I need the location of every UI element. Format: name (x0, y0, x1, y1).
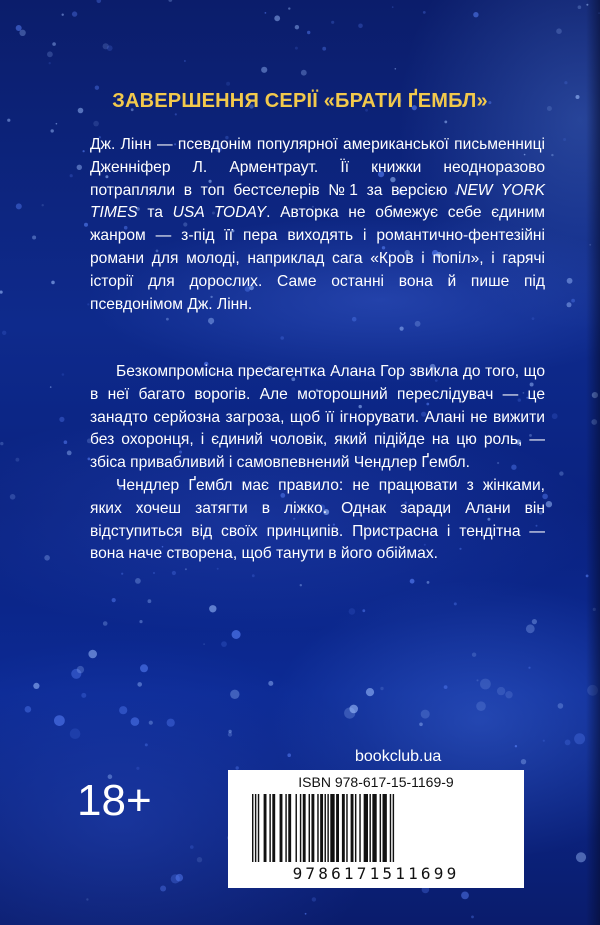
author-bio-run: . Авторка не обмежує себе єдиним жанром — з-під її пера виходять і романтично-фентезійні романи для молоді, наприклад сага «Кров і попіл», і гарячі історії для дорослих. Саме останні вона й пише під псевдонімом Дж. Лінн. (90, 204, 545, 313)
author-bio-run: та (137, 204, 173, 222)
author-bio-paragraph (90, 134, 545, 316)
author-bio-run: NEW YORK TIMES (90, 181, 546, 222)
age-rating-badge: 18+ (77, 776, 152, 825)
synopsis-paragraph-2: Чендлер Ґембл має правило: не працювати з жінками, яких хочеш затягти в ліжко. Однак заради Алани він відступиться від своїх принципів. Пристрасна і тендітна — вона наче створена, щоб танути в його обіймах. (90, 476, 545, 563)
author-bio-run: Дж. Лінн — псевдонім популярної американської письменниці Дженніфер Л. Арментраут. Її книжки неодноразово потрапляли в топ бестселерів №1 за версією (90, 136, 545, 199)
book-synopsis (90, 361, 545, 566)
barcode-panel (228, 770, 524, 888)
series-title: ЗАВЕРШЕННЯ СЕРІЇ «БРАТИ ҐЕМБЛ» (112, 90, 488, 112)
synopsis-paragraph-1: Безкомпромісна пресагентка Алана Гор звикла до того, що в неї багато ворогів. Але моторошний переслідувач — це занадто серйозна загроза, щоб її ігнорувати. Алані не вижити без охоронця, і єдиний чоловік, який підійде на цю роль, — збіса привабливий і самовпевнений Чендлер Ґембл. (90, 363, 545, 472)
author-bio-run: USA TODAY (172, 204, 267, 222)
publisher-url: bookclub.ua (355, 748, 442, 765)
isbn-label: ISBN 978-617-15-1169-9 (298, 774, 454, 790)
spine-edge-shadow (586, 0, 600, 925)
barcode-digits: 9786171511699 (292, 864, 460, 883)
author-bio (90, 134, 545, 316)
barcode-icon (246, 794, 506, 864)
